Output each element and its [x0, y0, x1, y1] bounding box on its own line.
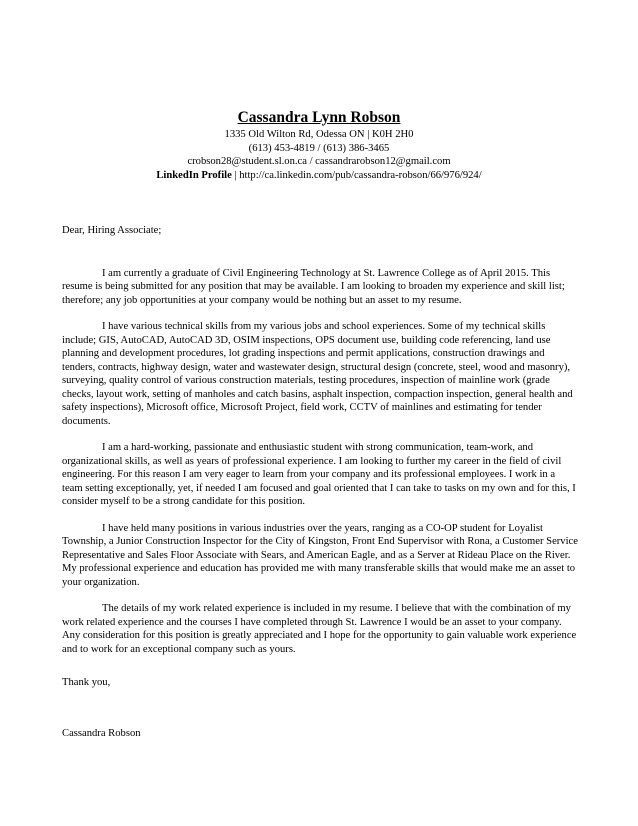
linkedin-label: LinkedIn Profile [156, 169, 232, 181]
sender-linkedin [0, 169, 638, 183]
paragraph-graduation: I am currently a graduate of Civil Engineering Technology at St. Lawrence College as of April 2015. This resume is being submitted for any position that may be available. I am looking to broaden my experience and skill list; therefore; any job opportunities at your company would be nothing but an asset to my resume. [62, 267, 565, 306]
closing: Thank you, [62, 677, 111, 688]
sender-address: 1335 Old Wilton Rd, Odessa ON | K0H 2H0 [224, 129, 414, 140]
linkedin-url: | http://ca.linkedin.com/pub/cassandra-robson/66/976/924/ [231, 169, 482, 181]
paragraph-personal-qualities: I am a hard-working, passionate and enthusiastic student with strong communication, team-work, and organizational skills, as well as years of professional experience. I am looking to further my career in the field of civil engineering. For this reason I am very eager to learn from your company and its professional employees. I work in a team setting exceptionally, yet, if needed I am focused and goal oriented that I can take to tasks on my own and for this, I consider myself to be a strong candidate for this position. [62, 442, 576, 507]
letter-body [62, 224, 578, 740]
paragraph-conclusion: The details of my work related experience is included in my resume. I believe that with the combination of my work related experience and the courses I have completed through St. Lawrence I would be an asset to your company. Any consideration for this position is greatly appreciated and I hope for the opportunity to gain valuable work experience and to work for an exceptional company such as yours. [62, 603, 577, 655]
paragraph-work-history: I have held many positions in various industries over the years, ranging as a CO-OP student for Loyalist Township, a Junior Construction Inspector for the City of Kingston, Front End Supervisor with Rona, a Customer Service Representative and Sales Floor Associate with Sears, and American Eagle, and as a Server at Rideau Place on the River. My professional experience and education has provided me with many transferable skills that would make me an asset to your organization. [62, 522, 578, 588]
sender-emails: crobson28@student.sl.on.ca / cassandrarobson12@gmail.com [187, 156, 451, 168]
letter-header [0, 108, 638, 182]
signature: Cassandra Robson [62, 727, 141, 739]
sender-phones: (613) 453-4819 / (613) 386-3465 [248, 142, 390, 154]
salutation: Dear, Hiring Associate; [62, 225, 162, 236]
sender-name: Cassandra Lynn Robson [237, 109, 401, 126]
paragraph-technical-skills: I have various technical skills from my various jobs and school experiences. Some of my technical skills include; GIS, AutoCAD, AutoCAD 3D, OSIM inspections, OPS document use, building code referencing, land use planning and development procedures, lot grading inspections and permit applications, construction drawings and tenders, contracts, highway design, water and wastewater design, structural design (concrete, steel, wood and masonry), surveying, quality control of various construction materials, testing procedures, inspection of mainline work (grade checks, layout work, setting of manholes and catch basins, asphalt inspection, compaction inspection, general health and safety inspections), Microsoft office, Microsoft Project, field work, CCTV of mainlines and estimating for tender documents. [62, 321, 573, 427]
